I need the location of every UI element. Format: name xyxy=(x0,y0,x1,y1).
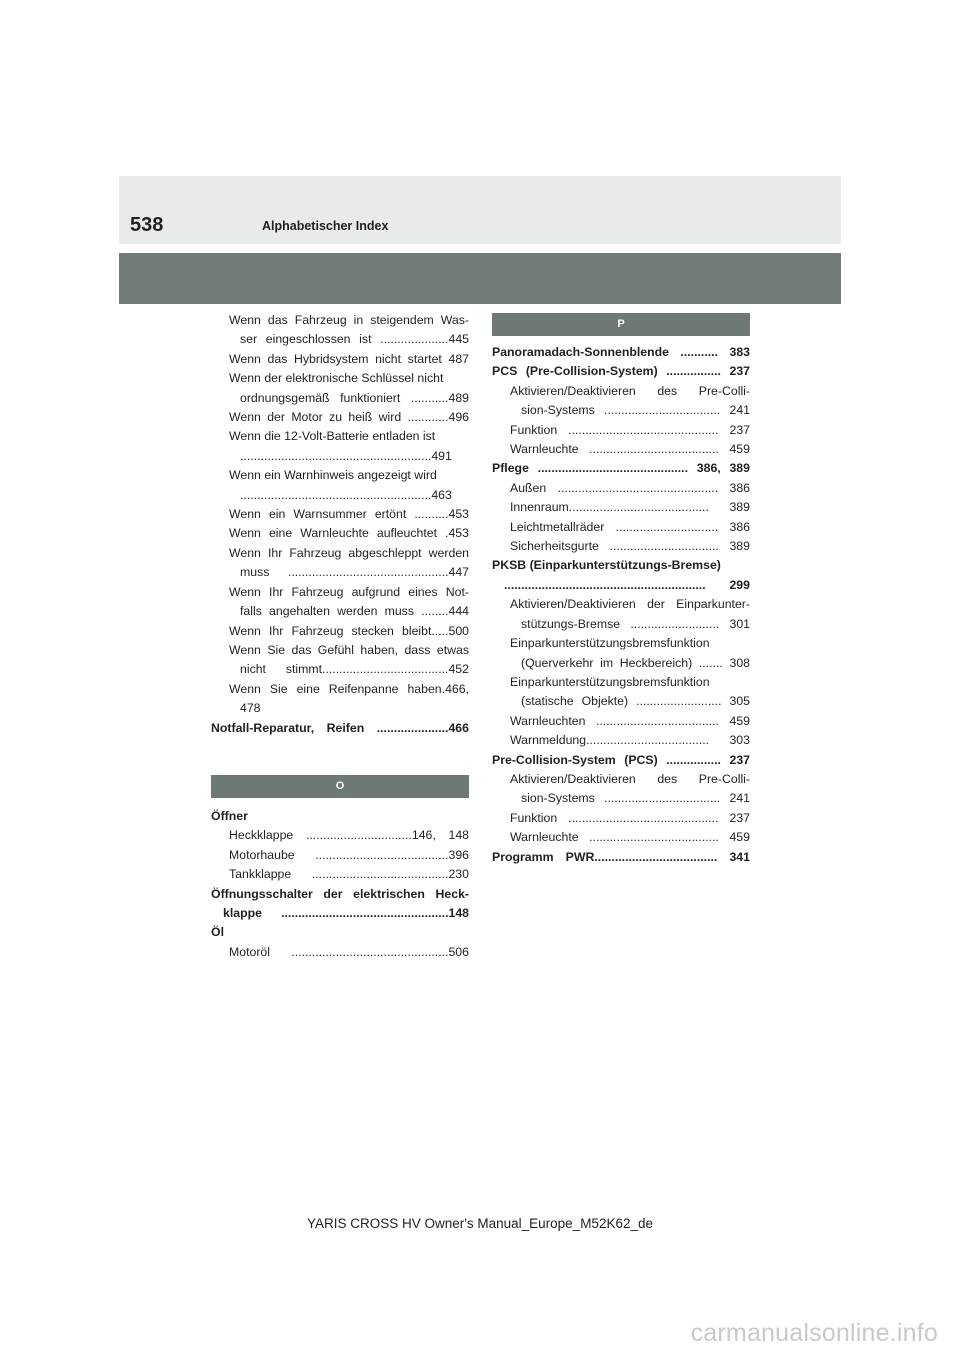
index-entry: Wenn Sie eine Reifenpanne haben.466, xyxy=(229,681,469,696)
watermark: carmanualsonline.info xyxy=(690,1319,938,1347)
index-entry: Leichtmetallräder .............................. 386 xyxy=(510,519,750,534)
index-entry: Aktivieren/Deaktivieren der Einparkunter- xyxy=(510,597,750,612)
index-entry-continuation: muss ...............................................447 xyxy=(240,565,469,580)
index-entry-continuation: 478 xyxy=(240,701,261,716)
index-entry-continuation: sion-Systems .................................. 241 xyxy=(521,791,750,806)
index-entry-continuation: stützungs-Bremse .......................... 301 xyxy=(521,616,750,631)
index-column-right xyxy=(492,313,750,867)
index-entry: Warnmeldung.................................... 303 xyxy=(510,733,750,748)
index-entry: Wenn das Hybridsystem nicht startet 487 xyxy=(229,351,469,366)
page-number: 538 xyxy=(130,214,164,236)
index-entry-main: Panoramadach-Sonnenblende ........... 383 xyxy=(492,345,750,359)
index-entry: Wenn Ihr Fahrzeug abgeschleppt werden xyxy=(229,545,469,560)
index-entry-continuation: sion-Systems .................................. 241 xyxy=(521,403,750,418)
index-entry-continuation: ........................................................463 xyxy=(240,487,452,502)
index-entry: Wenn eine Warnleuchte aufleuchtet .453 xyxy=(229,526,469,541)
index-entry: Heckklappe ...............................146, 148 xyxy=(229,828,469,843)
index-entry: Wenn die 12-Volt-Batterie entladen ist xyxy=(229,429,436,444)
index-entry: Motorhaube .......................................396 xyxy=(229,847,469,862)
index-entry-main: Pre-Collision-System (PCS) ................ 237 xyxy=(492,752,750,767)
header-bar xyxy=(119,176,841,244)
index-entry-continuation: ordnungsgemäß funktioniert ...........489 xyxy=(240,390,469,405)
letter-heading-o: O xyxy=(211,775,469,798)
index-entry: Außen ............................................... 386 xyxy=(510,480,750,495)
index-entry-continuation: (statische Objekte) ......................... 305 xyxy=(521,694,750,709)
footer-manual-id: YARIS CROSS HV Owner's Manual_Europe_M52K62_de xyxy=(307,1216,653,1231)
index-entry: Wenn ein Warnhinweis angezeigt wird xyxy=(229,468,437,483)
index-entry: Wenn Ihr Fahrzeug stecken bleibt.....500 xyxy=(229,623,469,638)
index-entry: Warnleuchte ...................................... 459 xyxy=(510,830,750,845)
index-entry: Wenn das Fahrzeug in steigendem Was- xyxy=(229,313,469,327)
index-entry: Wenn der Motor zu heiß wird ............496 xyxy=(229,410,469,425)
index-entry: Wenn der elektronische Schlüssel nicht xyxy=(229,371,444,386)
index-entry-main: Pflege ............................................ 386, 389 xyxy=(492,461,750,476)
index-entry-main: Notfall-Reparatur, Reifen .....................466 xyxy=(211,720,469,735)
index-entry: Aktivieren/Deaktivieren des Pre-Colli- xyxy=(510,771,750,786)
index-entry-continuation: (Querverkehr im Heckbereich) ....... 308 xyxy=(521,655,750,670)
index-entry: Funktion ............................................ 237 xyxy=(510,422,750,437)
index-entry-main: Öffner xyxy=(211,808,248,823)
index-entry: Warnleuchte ...................................... 459 xyxy=(510,442,750,457)
index-entry: Wenn ein Warnsummer ertönt ..........453 xyxy=(229,507,469,522)
index-entry: Einparkunterstützungsbremsfunktion xyxy=(510,674,710,689)
index-entry: Motoröl ..............................................506 xyxy=(229,944,469,959)
index-entry-main: Öffnungsschalter der elektrischen Heck- xyxy=(211,886,469,901)
index-entry: Innenraum......................................... 389 xyxy=(510,500,750,515)
index-entry: Wenn Sie das Gefühl haben, dass etwas xyxy=(229,642,469,657)
index-entry-main: Öl xyxy=(211,925,224,940)
index-entry-main: Programm PWR.................................... 341 xyxy=(492,849,750,864)
letter-heading-p: P xyxy=(492,313,750,336)
index-entry-continuation: nicht stimmt.....................................452 xyxy=(240,662,469,677)
index-entry-continuation: ser eingeschlossen ist ....................445 xyxy=(240,332,469,347)
index-entry-continuation: falls angehalten werden muss ........444 xyxy=(240,604,469,619)
index-entry: Sicherheitsgurte ................................ 389 xyxy=(510,539,750,554)
index-column-left xyxy=(211,311,469,962)
index-entry: Funktion ............................................ 237 xyxy=(510,810,750,825)
index-entry-continuation: ........................................................... 299 xyxy=(504,577,750,592)
header-band xyxy=(119,253,841,304)
section-title: Alphabetischer Index xyxy=(262,219,389,233)
index-entry-continuation: ........................................................491 xyxy=(240,448,452,463)
index-entry: Aktivieren/Deaktivieren des Pre-Colli- xyxy=(510,383,750,398)
index-entry-continuation: klappe .................................................148 xyxy=(223,905,469,920)
index-entry: Wenn Ihr Fahrzeug aufgrund eines Not- xyxy=(229,584,469,599)
index-entry: Tankklappe ........................................230 xyxy=(229,867,469,882)
index-entry-main: PCS (Pre-Collision-System) ................ 237 xyxy=(492,364,750,379)
index-entry-main: PKSB (Einparkunterstützungs-Bremse) xyxy=(492,558,721,573)
index-entry: Warnleuchten .................................... 459 xyxy=(510,713,750,728)
index-entry: Einparkunterstützungsbremsfunktion xyxy=(510,636,710,651)
